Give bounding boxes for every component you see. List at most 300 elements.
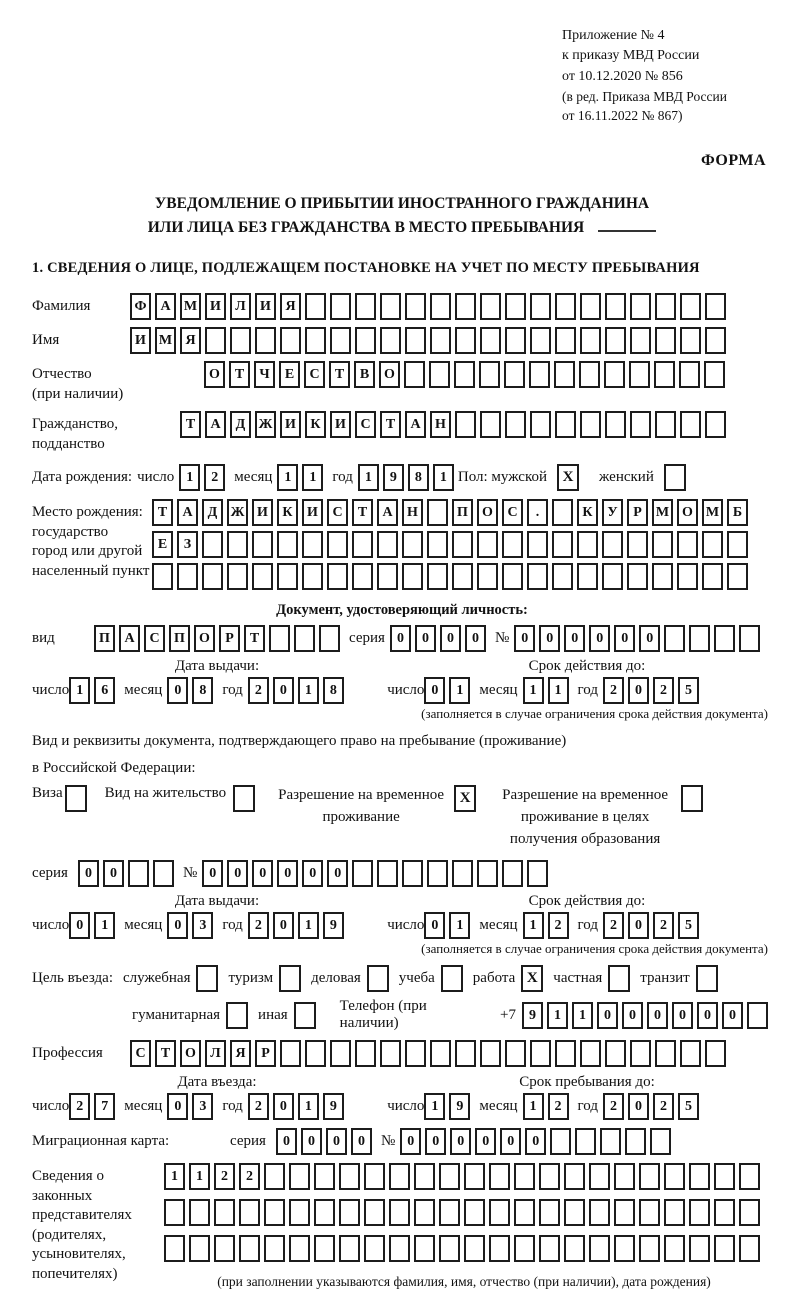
char-cell[interactable] <box>302 563 323 590</box>
char-cell[interactable] <box>327 531 348 558</box>
char-cell[interactable] <box>575 1128 596 1155</box>
char-cell[interactable] <box>280 1040 301 1067</box>
char-cell[interactable]: Б <box>727 499 748 526</box>
char-cell[interactable]: 0 <box>227 860 248 887</box>
char-cell[interactable]: 2 <box>603 677 624 704</box>
char-cell[interactable] <box>739 625 760 652</box>
char-cell[interactable] <box>477 563 498 590</box>
char-cell[interactable]: Т <box>352 499 373 526</box>
char-cell[interactable] <box>727 531 748 558</box>
char-cell[interactable]: 0 <box>351 1128 372 1155</box>
char-cell[interactable] <box>439 1199 460 1226</box>
residence-issue-month-input[interactable] <box>167 912 217 939</box>
char-cell[interactable] <box>269 625 290 652</box>
char-cell[interactable] <box>654 361 675 388</box>
char-cell[interactable] <box>330 1040 351 1067</box>
given-name-input[interactable] <box>130 327 730 354</box>
char-cell[interactable] <box>439 1163 460 1190</box>
char-cell[interactable] <box>319 625 340 652</box>
char-cell[interactable]: К <box>577 499 598 526</box>
char-cell[interactable] <box>377 563 398 590</box>
char-cell[interactable]: 1 <box>572 1002 593 1029</box>
char-cell[interactable] <box>604 361 625 388</box>
char-cell[interactable]: 0 <box>415 625 436 652</box>
char-cell[interactable]: 9 <box>449 1093 470 1120</box>
char-cell[interactable] <box>202 563 223 590</box>
char-cell[interactable] <box>305 327 326 354</box>
char-cell[interactable] <box>364 1163 385 1190</box>
char-cell[interactable]: 0 <box>167 912 188 939</box>
char-cell[interactable]: 9 <box>323 1093 344 1120</box>
char-cell[interactable] <box>605 411 626 438</box>
char-cell[interactable]: 1 <box>424 1093 445 1120</box>
char-cell[interactable] <box>364 1199 385 1226</box>
char-cell[interactable]: 0 <box>273 1093 294 1120</box>
char-cell[interactable]: 0 <box>326 1128 347 1155</box>
char-cell[interactable]: 1 <box>449 912 470 939</box>
char-cell[interactable]: 0 <box>167 677 188 704</box>
char-cell[interactable] <box>205 327 226 354</box>
char-cell[interactable]: М <box>180 293 201 320</box>
char-cell[interactable] <box>564 1235 585 1262</box>
char-cell[interactable] <box>727 563 748 590</box>
char-cell[interactable] <box>464 1235 485 1262</box>
char-cell[interactable] <box>539 1199 560 1226</box>
char-cell[interactable] <box>489 1235 510 1262</box>
birth-month-input[interactable] <box>277 464 327 491</box>
char-cell[interactable]: 1 <box>298 912 319 939</box>
char-cell[interactable]: В <box>354 361 375 388</box>
char-cell[interactable] <box>655 327 676 354</box>
patronymic-input[interactable] <box>204 361 729 388</box>
char-cell[interactable]: 0 <box>525 1128 546 1155</box>
doc-series-input[interactable] <box>390 625 490 652</box>
char-cell[interactable] <box>552 531 573 558</box>
char-cell[interactable]: 0 <box>672 1002 693 1029</box>
char-cell[interactable] <box>589 1199 610 1226</box>
char-cell[interactable]: 9 <box>383 464 404 491</box>
char-cell[interactable] <box>377 531 398 558</box>
char-cell[interactable]: У <box>602 499 623 526</box>
char-cell[interactable]: 0 <box>589 625 610 652</box>
char-cell[interactable] <box>289 1235 310 1262</box>
char-cell[interactable] <box>455 411 476 438</box>
char-cell[interactable] <box>152 563 173 590</box>
migration-series-input[interactable] <box>276 1128 376 1155</box>
char-cell[interactable]: И <box>252 499 273 526</box>
char-cell[interactable]: 0 <box>628 1093 649 1120</box>
char-cell[interactable] <box>277 531 298 558</box>
char-cell[interactable] <box>705 327 726 354</box>
char-cell[interactable] <box>600 1128 621 1155</box>
char-cell[interactable]: . <box>527 499 548 526</box>
char-cell[interactable] <box>577 531 598 558</box>
char-cell[interactable]: 3 <box>192 1093 213 1120</box>
phone-input[interactable] <box>522 1002 772 1029</box>
char-cell[interactable]: А <box>119 625 140 652</box>
char-cell[interactable] <box>264 1163 285 1190</box>
char-cell[interactable]: Т <box>380 411 401 438</box>
char-cell[interactable] <box>514 1163 535 1190</box>
char-cell[interactable]: Я <box>230 1040 251 1067</box>
char-cell[interactable]: С <box>355 411 376 438</box>
char-cell[interactable] <box>680 1040 701 1067</box>
char-cell[interactable] <box>514 1199 535 1226</box>
char-cell[interactable] <box>480 411 501 438</box>
char-cell[interactable]: И <box>280 411 301 438</box>
char-cell[interactable] <box>480 1040 501 1067</box>
stay-month-input[interactable] <box>523 1093 573 1120</box>
char-cell[interactable]: 8 <box>323 677 344 704</box>
entry-year-input[interactable] <box>248 1093 348 1120</box>
char-cell[interactable]: С <box>502 499 523 526</box>
char-cell[interactable]: П <box>169 625 190 652</box>
char-cell[interactable]: М <box>155 327 176 354</box>
birth-place-input-1[interactable] <box>152 499 752 526</box>
char-cell[interactable] <box>702 531 723 558</box>
char-cell[interactable] <box>314 1163 335 1190</box>
representatives-input-1[interactable] <box>164 1163 764 1190</box>
char-cell[interactable]: 1 <box>298 1093 319 1120</box>
char-cell[interactable] <box>502 563 523 590</box>
char-cell[interactable] <box>504 361 525 388</box>
char-cell[interactable]: 1 <box>277 464 298 491</box>
char-cell[interactable] <box>214 1235 235 1262</box>
char-cell[interactable]: 5 <box>678 1093 699 1120</box>
char-cell[interactable] <box>439 1235 460 1262</box>
char-cell[interactable] <box>455 1040 476 1067</box>
purpose-tourism-checkbox[interactable] <box>279 965 301 992</box>
char-cell[interactable] <box>530 293 551 320</box>
char-cell[interactable]: 0 <box>277 860 298 887</box>
doc-issue-month-input[interactable] <box>167 677 217 704</box>
char-cell[interactable]: 2 <box>653 1093 674 1120</box>
char-cell[interactable]: 0 <box>597 1002 618 1029</box>
char-cell[interactable]: 0 <box>647 1002 668 1029</box>
char-cell[interactable] <box>430 293 451 320</box>
char-cell[interactable] <box>377 860 398 887</box>
entry-day-input[interactable] <box>69 1093 119 1120</box>
char-cell[interactable] <box>389 1235 410 1262</box>
char-cell[interactable] <box>289 1163 310 1190</box>
char-cell[interactable]: И <box>130 327 151 354</box>
char-cell[interactable]: Т <box>152 499 173 526</box>
char-cell[interactable]: Ж <box>255 411 276 438</box>
char-cell[interactable] <box>680 327 701 354</box>
char-cell[interactable] <box>364 1235 385 1262</box>
char-cell[interactable] <box>550 1128 571 1155</box>
char-cell[interactable] <box>352 860 373 887</box>
char-cell[interactable] <box>605 1040 626 1067</box>
char-cell[interactable]: 0 <box>69 912 90 939</box>
char-cell[interactable]: 1 <box>358 464 379 491</box>
char-cell[interactable] <box>705 1040 726 1067</box>
char-cell[interactable]: 0 <box>273 677 294 704</box>
char-cell[interactable] <box>427 531 448 558</box>
char-cell[interactable] <box>555 327 576 354</box>
char-cell[interactable] <box>739 1163 760 1190</box>
char-cell[interactable] <box>314 1235 335 1262</box>
char-cell[interactable] <box>679 361 700 388</box>
purpose-work-checkbox[interactable]: X <box>521 965 543 992</box>
char-cell[interactable]: 0 <box>622 1002 643 1029</box>
birth-year-input[interactable] <box>358 464 458 491</box>
char-cell[interactable] <box>289 1199 310 1226</box>
doc-issue-year-input[interactable] <box>248 677 348 704</box>
char-cell[interactable]: 0 <box>424 912 445 939</box>
citizenship-input[interactable] <box>180 411 730 438</box>
residence-issue-year-input[interactable] <box>248 912 348 939</box>
char-cell[interactable]: 0 <box>252 860 273 887</box>
char-cell[interactable] <box>739 1235 760 1262</box>
char-cell[interactable]: С <box>304 361 325 388</box>
purpose-business-checkbox[interactable] <box>367 965 389 992</box>
char-cell[interactable] <box>355 293 376 320</box>
char-cell[interactable] <box>630 411 651 438</box>
char-cell[interactable]: Т <box>229 361 250 388</box>
stay-day-input[interactable] <box>424 1093 474 1120</box>
char-cell[interactable] <box>705 293 726 320</box>
char-cell[interactable] <box>652 563 673 590</box>
char-cell[interactable]: Р <box>219 625 240 652</box>
char-cell[interactable] <box>555 293 576 320</box>
birth-place-input-3[interactable] <box>152 563 752 590</box>
char-cell[interactable]: 1 <box>433 464 454 491</box>
char-cell[interactable]: 0 <box>78 860 99 887</box>
char-cell[interactable] <box>625 1128 646 1155</box>
char-cell[interactable] <box>389 1199 410 1226</box>
char-cell[interactable] <box>479 361 500 388</box>
char-cell[interactable]: 2 <box>214 1163 235 1190</box>
char-cell[interactable] <box>502 860 523 887</box>
char-cell[interactable] <box>689 1235 710 1262</box>
char-cell[interactable] <box>227 563 248 590</box>
char-cell[interactable]: Ф <box>130 293 151 320</box>
char-cell[interactable] <box>650 1128 671 1155</box>
char-cell[interactable] <box>639 1235 660 1262</box>
char-cell[interactable]: 0 <box>628 912 649 939</box>
char-cell[interactable] <box>352 531 373 558</box>
char-cell[interactable]: З <box>177 531 198 558</box>
char-cell[interactable] <box>314 1199 335 1226</box>
char-cell[interactable] <box>639 1199 660 1226</box>
char-cell[interactable]: 0 <box>302 860 323 887</box>
char-cell[interactable]: Е <box>152 531 173 558</box>
char-cell[interactable]: Р <box>255 1040 276 1067</box>
char-cell[interactable] <box>339 1235 360 1262</box>
char-cell[interactable] <box>430 1040 451 1067</box>
char-cell[interactable]: 1 <box>449 677 470 704</box>
residence-number-input[interactable] <box>202 860 552 887</box>
char-cell[interactable] <box>527 531 548 558</box>
char-cell[interactable]: 8 <box>192 677 213 704</box>
doc-valid-month-input[interactable] <box>523 677 573 704</box>
char-cell[interactable] <box>580 1040 601 1067</box>
char-cell[interactable] <box>405 1040 426 1067</box>
char-cell[interactable] <box>664 1235 685 1262</box>
char-cell[interactable] <box>402 860 423 887</box>
char-cell[interactable] <box>405 293 426 320</box>
char-cell[interactable]: 0 <box>327 860 348 887</box>
char-cell[interactable] <box>489 1163 510 1190</box>
char-cell[interactable]: 2 <box>603 912 624 939</box>
char-cell[interactable]: К <box>277 499 298 526</box>
char-cell[interactable]: 0 <box>440 625 461 652</box>
char-cell[interactable]: 2 <box>548 912 569 939</box>
birth-place-input-2[interactable] <box>152 531 752 558</box>
char-cell[interactable] <box>452 531 473 558</box>
char-cell[interactable] <box>405 327 426 354</box>
char-cell[interactable]: А <box>405 411 426 438</box>
char-cell[interactable]: О <box>204 361 225 388</box>
doc-valid-day-input[interactable] <box>424 677 474 704</box>
char-cell[interactable] <box>380 293 401 320</box>
char-cell[interactable] <box>502 531 523 558</box>
char-cell[interactable]: 0 <box>539 625 560 652</box>
migration-number-input[interactable] <box>400 1128 675 1155</box>
char-cell[interactable] <box>614 1199 635 1226</box>
char-cell[interactable]: И <box>255 293 276 320</box>
char-cell[interactable] <box>505 1040 526 1067</box>
char-cell[interactable] <box>589 1235 610 1262</box>
char-cell[interactable]: П <box>452 499 473 526</box>
char-cell[interactable] <box>705 411 726 438</box>
char-cell[interactable]: 2 <box>239 1163 260 1190</box>
char-cell[interactable]: 0 <box>639 625 660 652</box>
char-cell[interactable]: Я <box>280 293 301 320</box>
char-cell[interactable] <box>602 531 623 558</box>
char-cell[interactable] <box>380 1040 401 1067</box>
temp-residence-edu-checkbox[interactable] <box>681 785 703 812</box>
char-cell[interactable] <box>539 1163 560 1190</box>
char-cell[interactable]: П <box>94 625 115 652</box>
char-cell[interactable] <box>529 361 550 388</box>
char-cell[interactable] <box>564 1163 585 1190</box>
char-cell[interactable] <box>305 1040 326 1067</box>
char-cell[interactable]: 2 <box>69 1093 90 1120</box>
char-cell[interactable] <box>239 1199 260 1226</box>
char-cell[interactable] <box>505 293 526 320</box>
representatives-input-2[interactable] <box>164 1199 764 1226</box>
char-cell[interactable] <box>214 1199 235 1226</box>
char-cell[interactable] <box>747 1002 768 1029</box>
char-cell[interactable] <box>677 531 698 558</box>
char-cell[interactable] <box>580 327 601 354</box>
char-cell[interactable] <box>680 293 701 320</box>
sex-female-checkbox[interactable] <box>664 464 686 491</box>
char-cell[interactable] <box>455 327 476 354</box>
char-cell[interactable] <box>580 411 601 438</box>
char-cell[interactable] <box>505 411 526 438</box>
char-cell[interactable]: 0 <box>167 1093 188 1120</box>
char-cell[interactable] <box>480 293 501 320</box>
char-cell[interactable] <box>302 531 323 558</box>
char-cell[interactable] <box>153 860 174 887</box>
temp-residence-checkbox[interactable]: X <box>454 785 476 812</box>
char-cell[interactable] <box>429 361 450 388</box>
char-cell[interactable] <box>530 327 551 354</box>
char-cell[interactable]: 6 <box>94 677 115 704</box>
char-cell[interactable] <box>252 531 273 558</box>
purpose-study-checkbox[interactable] <box>441 965 463 992</box>
char-cell[interactable] <box>277 563 298 590</box>
birth-day-input[interactable] <box>179 464 229 491</box>
char-cell[interactable] <box>539 1235 560 1262</box>
char-cell[interactable]: 2 <box>248 1093 269 1120</box>
char-cell[interactable]: 0 <box>697 1002 718 1029</box>
char-cell[interactable] <box>389 1163 410 1190</box>
char-cell[interactable] <box>430 327 451 354</box>
char-cell[interactable] <box>454 361 475 388</box>
doc-issue-day-input[interactable] <box>69 677 119 704</box>
char-cell[interactable]: Т <box>155 1040 176 1067</box>
char-cell[interactable]: М <box>702 499 723 526</box>
char-cell[interactable] <box>189 1199 210 1226</box>
residence-series-input[interactable] <box>78 860 178 887</box>
char-cell[interactable] <box>514 1235 535 1262</box>
char-cell[interactable]: 0 <box>425 1128 446 1155</box>
char-cell[interactable]: И <box>330 411 351 438</box>
char-cell[interactable] <box>614 1163 635 1190</box>
char-cell[interactable]: 1 <box>547 1002 568 1029</box>
representatives-input-3[interactable] <box>164 1235 764 1262</box>
char-cell[interactable] <box>128 860 149 887</box>
char-cell[interactable]: 2 <box>653 912 674 939</box>
char-cell[interactable] <box>689 1199 710 1226</box>
char-cell[interactable] <box>577 563 598 590</box>
char-cell[interactable]: 0 <box>400 1128 421 1155</box>
char-cell[interactable] <box>264 1199 285 1226</box>
char-cell[interactable]: Р <box>627 499 648 526</box>
doc-type-input[interactable] <box>94 625 344 652</box>
char-cell[interactable] <box>689 625 710 652</box>
char-cell[interactable]: 0 <box>475 1128 496 1155</box>
char-cell[interactable]: К <box>305 411 326 438</box>
char-cell[interactable] <box>330 293 351 320</box>
char-cell[interactable] <box>294 625 315 652</box>
char-cell[interactable] <box>655 293 676 320</box>
char-cell[interactable]: 1 <box>302 464 323 491</box>
char-cell[interactable] <box>305 293 326 320</box>
char-cell[interactable] <box>414 1199 435 1226</box>
char-cell[interactable] <box>464 1199 485 1226</box>
char-cell[interactable] <box>530 1040 551 1067</box>
char-cell[interactable]: 5 <box>678 677 699 704</box>
char-cell[interactable]: А <box>155 293 176 320</box>
char-cell[interactable]: Л <box>205 1040 226 1067</box>
char-cell[interactable] <box>280 327 301 354</box>
char-cell[interactable] <box>630 327 651 354</box>
char-cell[interactable]: 1 <box>548 677 569 704</box>
char-cell[interactable]: И <box>205 293 226 320</box>
char-cell[interactable] <box>380 327 401 354</box>
char-cell[interactable]: 1 <box>94 912 115 939</box>
char-cell[interactable] <box>555 411 576 438</box>
char-cell[interactable]: 1 <box>189 1163 210 1190</box>
char-cell[interactable] <box>664 625 685 652</box>
char-cell[interactable] <box>414 1235 435 1262</box>
char-cell[interactable]: 2 <box>248 677 269 704</box>
char-cell[interactable] <box>580 293 601 320</box>
char-cell[interactable] <box>404 361 425 388</box>
char-cell[interactable]: 9 <box>522 1002 543 1029</box>
char-cell[interactable]: 0 <box>276 1128 297 1155</box>
char-cell[interactable] <box>564 1199 585 1226</box>
char-cell[interactable]: 0 <box>628 677 649 704</box>
char-cell[interactable]: 0 <box>273 912 294 939</box>
char-cell[interactable]: Д <box>230 411 251 438</box>
char-cell[interactable] <box>527 860 548 887</box>
